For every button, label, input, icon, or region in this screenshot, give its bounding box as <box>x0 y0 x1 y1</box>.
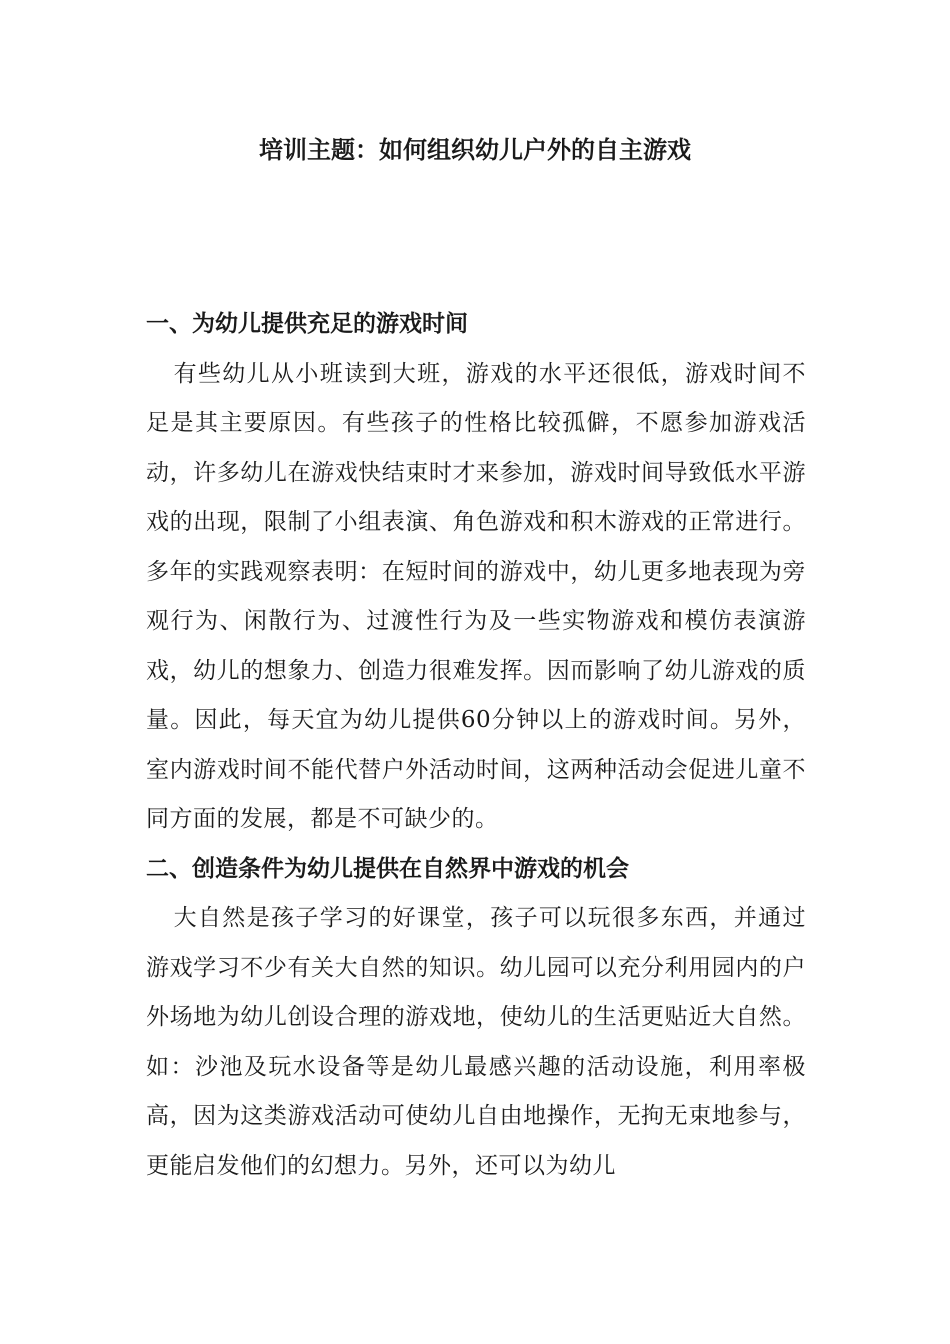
section-paragraph: 大自然是孩子学习的好课堂，孩子可以玩很多东西，并通过游戏学习不少有关大自然的知识。幼儿园可以充分利用园内的户外场地为幼儿创设合理的游戏地，使幼儿的生活更贴近大自然。如：沙池及玩水设备等是幼儿最感兴趣的活动设施，利用率极高，因为这类游戏活动可使幼儿自由地操作，无拘无束地参与，更能启发他们的幻想力。另外，还可以为幼儿 <box>146 905 806 1179</box>
section-1 <box>146 300 806 845</box>
section-2 <box>146 845 806 1192</box>
document-body <box>146 300 806 1191</box>
section-paragraph: 有些幼儿从小班读到大班，游戏的水平还很低，游戏时间不足是其主要原因。有些孩子的性格比较孤僻，不愿参加游戏活动，许多幼儿在游戏快结束时才来参加，游戏时间导致低水平游戏的出现，限制了小组表演、角色游戏和积木游戏的正常进行。多年的实践观察表明：在短时间的游戏中，幼儿更多地表现为旁观行为、闲散行为、过渡性行为及一些实物游戏和模仿表演游戏，幼儿的想象力、创造力很难发挥。因而影响了幼儿游戏的质量。因此，每天宜为幼儿提供60分钟以上的游戏时间。另外，室内游戏时间不能代替户外活动时间，这两种活动会促进儿童不同方面的发展，都是不可缺少的。 <box>146 360 806 832</box>
section-heading: 一、为幼儿提供充足的游戏时间 <box>146 311 468 337</box>
section-heading: 二、创造条件为幼儿提供在自然界中游戏的机会 <box>146 855 629 882</box>
document-title: 培训主题：如何组织幼儿户外的自主游戏 <box>259 136 691 164</box>
